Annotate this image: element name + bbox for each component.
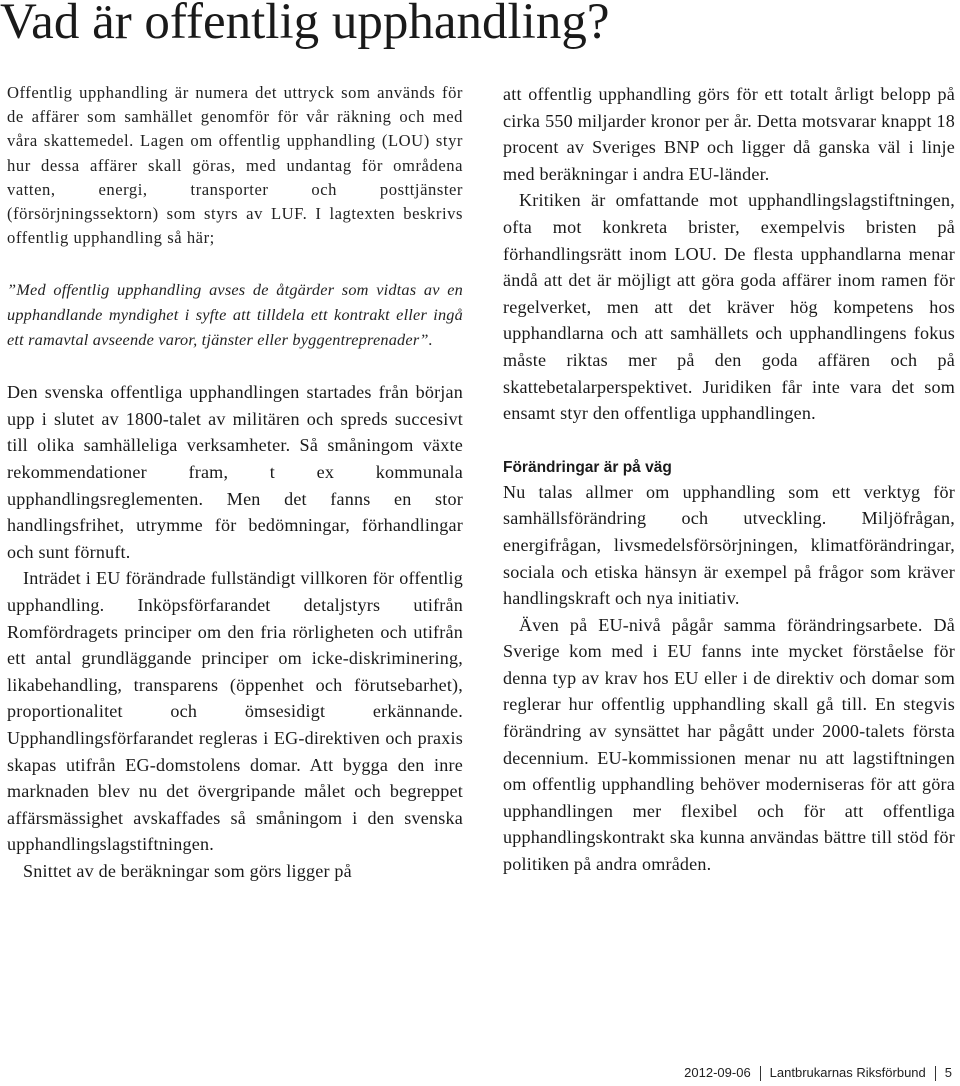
section-heading: Förändringar är på väg — [503, 458, 672, 476]
left-column — [7, 81, 463, 884]
footer-organization: Lantbrukarnas Riksförbund — [769, 1065, 926, 1080]
footer-divider — [760, 1066, 761, 1081]
footer-divider — [935, 1066, 936, 1081]
right-column — [503, 81, 955, 878]
criticism-paragraph: Kritiken är omfattande mot upphandlingslagstiftningen, ofta mot konkreta brister, exempelvis bristen på förhandlingsrätt inom LOU. De flesta upphandlarna menar ändå att det är möjligt att göra goda affärer inom ramen för regelverket, men att det kräver hög kompetens hos upphandlarna och att samhällets och upphandlingens fokus måste riktas mer på den goda affären och på skattebetalarperspektivet. Juridiken får inte vara det som ensamt styr den offentliga upphandlingen. — [503, 190, 955, 424]
law-quote: ”Med offentlig upphandling avses de åtgärder som vidtas av en upphandlande myndighet i syfte att tilldela ett kontrakt eller ingå ett ramavtal avseende varor, tjänster eller byggentreprenader”. — [7, 280, 463, 349]
amount-paragraph: att offentlig upphandling görs för ett totalt årligt belopp på cirka 550 miljarder kronor per år. Detta motsvarar knappt 18 procent av Sveriges BNP och ligger då ganska väl i linje med beräkningar i andra EU-länder. — [503, 84, 955, 184]
calculation-paragraph: Snittet av de beräkningar som görs ligger på — [23, 860, 352, 881]
intro-paragraph: Offentlig upphandling är numera det uttryck som används för de affärer som samhället genomför för vår räkning och med våra skattemedel. Lagen om offentlig upphandling (LOU) styr hur dessa affärer skall göras, med undantag för områdena vatten, energi, transporter och posttjänster (försörjningssektorn) som styrs av LUF. I lagtexten beskrivs offentlig upphandling så här; — [7, 83, 463, 248]
eu-entry-paragraph: Inträdet i EU förändrade fullständigt villkoren för offentlig upphandling. Inköpsförfarandet detaljstyrs utifrån Romfördragets principer om den fria rörligheten och utifrån ett antal grundläggande principer om icke-diskriminering, likabehandling, transparens (öppenhet och förutsebarhet), proportionalitet och ömsesidigt erkännande. Upphandlingsförfarandet regleras i EG-direktiven och praxis skapas utifrån EG-domstolens domar. Att bygga den inre marknaden blev nu det övergripande målet och begreppet affärsmässighet avskaffades så småningom i den svenska upphandlingslagstiftningen. — [7, 568, 463, 855]
history-paragraph: Den svenska offentliga upphandlingen startades från början upp i slutet av 1800-talet av militären och spreds succesivt till olika samhälleliga verksamheter. Så småningom växte rekommendationer fram, t ex kommunala upphandlingsreglementen. Men det fanns en stor handlingsfrihet, utrymme för bedömningar, förhandlingar och sunt förnuft. — [7, 382, 463, 562]
footer-date: 2012-09-06 — [684, 1065, 751, 1080]
page-footer — [684, 1064, 952, 1082]
change-paragraph: Nu talas allmer om upphandling som ett verktyg för samhällsförändring och utveckling. Miljöfrågan, energifrågan, livsmedelsförsörjningen, klimatförändringar, sociala och etiska hänsyn är exempel på frågor som kräver handlingskraft och nya initiativ. — [503, 481, 955, 609]
footer-page-number: 5 — [944, 1065, 952, 1080]
eu-level-paragraph: Även på EU-nivå pågår samma förändringsarbete. Då Sverige kom med i EU fanns inte mycket förståelse för denna typ av krav hos EU eller i de direktiv och domar som reglerar hur offentlig upphandling skall gå till. En stegvis förändring av synsättet har pågått under 2000-talets första decennium. EU-kommissionen menar nu att lagstiftningen om offentlig upphandling behöver moderniseras för att göra upphandlingen mer flexibel och för att offentliga upphandlingskontrakt ska kunna användas bättre till stöd för politiken på andra områden. — [503, 614, 955, 875]
page-title: Vad är offentlig upphandling? — [0, 0, 610, 50]
